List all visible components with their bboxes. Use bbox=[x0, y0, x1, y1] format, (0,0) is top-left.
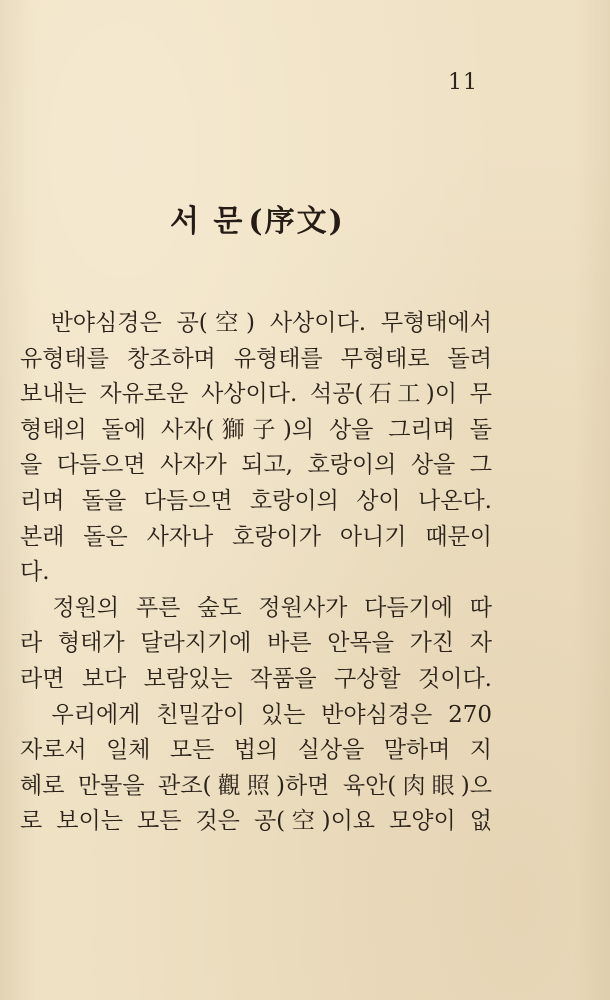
text-line: 로 보이는 모든 것은 공(空)이요 모양이 없 bbox=[20, 808, 492, 835]
chapter-title bbox=[0, 196, 610, 240]
text-line: 우리에게 친밀감이 있는 반야심경은 270 bbox=[20, 701, 492, 728]
text-line: 본래 돌은 사자나 호랑이가 아니기 때문이 bbox=[20, 523, 492, 550]
text-line: 을 다듬으면 사자가 되고, 호랑이의 상을 그 bbox=[20, 452, 492, 479]
text-line: 자로서 일체 모든 법의 실상을 말하며 지 bbox=[20, 737, 492, 764]
text-line: 라 형태가 달라지기에 바른 안목을 가진 자 bbox=[20, 630, 492, 657]
text-line: 형태의 돌에 사자(獅子)의 상을 그리며 돌 bbox=[20, 416, 492, 443]
text-line: 반야심경은 공(空) 사상이다. 무형태에서 bbox=[20, 310, 492, 336]
page-number: 11 bbox=[448, 70, 478, 95]
chapter-title-hanja: (序文) bbox=[248, 204, 345, 239]
text-line: 유형태를 창조하며 유형태를 무형태로 돌려 bbox=[20, 345, 492, 372]
text-line: 보내는 자유로운 사상이다. 석공(石工)이 무 bbox=[20, 381, 492, 408]
text-line: 리며 돌을 다듬으면 호랑이의 상이 나온다. bbox=[20, 487, 492, 514]
text-line: 혜로 만물을 관조(觀照)하면 육안(肉眼)으 bbox=[20, 772, 492, 799]
body-text bbox=[20, 306, 492, 840]
text-line: 다. bbox=[20, 559, 50, 586]
text-line: 정원의 푸른 숲도 정원사가 다듬기에 따 bbox=[20, 594, 492, 621]
chapter-title-korean: 서 문 bbox=[170, 204, 245, 239]
text-line: 라면 보다 보람있는 작품을 구상할 것이다. bbox=[20, 665, 492, 692]
